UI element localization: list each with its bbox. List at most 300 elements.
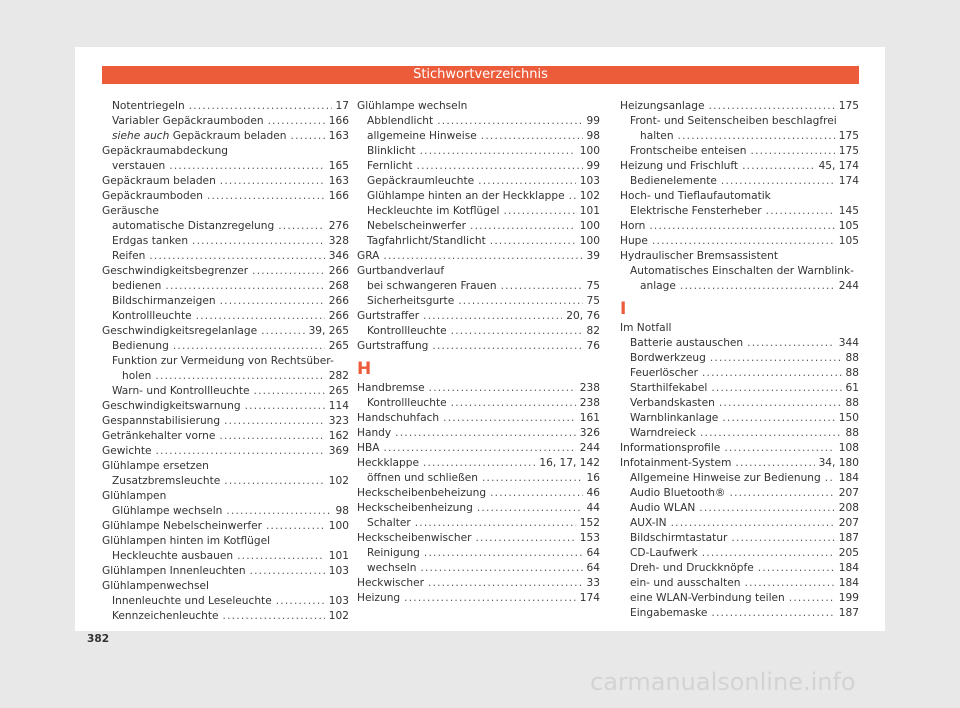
index-term: Tagfahrlicht/Standlicht — [367, 235, 486, 247]
index-page-ref[interactable]: 161 — [579, 412, 600, 424]
index-entry[interactable] — [620, 561, 859, 576]
index-term: Variabler Gepäckraumboden — [112, 115, 264, 127]
index-entry[interactable] — [620, 204, 859, 219]
dot-leader — [710, 351, 842, 366]
index-page-ref[interactable]: 268 — [328, 280, 349, 292]
index-term: holen — [122, 370, 152, 382]
index-entry[interactable] — [620, 486, 859, 501]
index-term: Gewichte — [102, 445, 152, 457]
index-entry[interactable] — [102, 129, 349, 144]
index-entry[interactable] — [102, 504, 349, 519]
index-entry[interactable] — [357, 531, 600, 546]
index-term: Warndreieck — [630, 427, 696, 439]
index-term: Glühlampe hinten an der Heckklappe — [367, 190, 565, 202]
index-entry[interactable] — [357, 219, 600, 234]
index-page-ref[interactable]: 45, 174 — [818, 160, 859, 172]
index-entry[interactable] — [357, 309, 600, 324]
index-term: Horn — [620, 220, 646, 232]
index-page-ref[interactable]: 46 — [586, 487, 600, 499]
index-page-ref[interactable]: 174 — [838, 175, 859, 187]
index-entry[interactable] — [620, 366, 859, 381]
index-page-ref[interactable]: 175 — [838, 100, 859, 112]
index-page-ref[interactable]: 16 — [586, 472, 600, 484]
index-page-ref[interactable]: 199 — [838, 592, 859, 604]
dot-leader — [730, 486, 835, 501]
dot-leader — [478, 174, 576, 189]
index-entry[interactable] — [357, 381, 600, 396]
index-entry[interactable] — [357, 204, 600, 219]
index-entry[interactable] — [357, 441, 600, 456]
index-page-ref[interactable]: 238 — [579, 382, 600, 394]
index-page-ref[interactable]: 88 — [845, 352, 859, 364]
index-term: Glühlampe Nebelscheinwerfer — [102, 520, 262, 532]
index-page-ref[interactable]: 276 — [328, 220, 349, 232]
index-page-ref[interactable]: 17 — [335, 100, 349, 112]
index-page-ref[interactable]: 108 — [838, 442, 859, 454]
dot-leader — [702, 546, 835, 561]
index-term: Geschwindigkeitswarnung — [102, 400, 241, 412]
index-entry[interactable] — [357, 516, 600, 531]
index-page-ref[interactable]: 39 — [586, 250, 600, 262]
index-entry[interactable] — [357, 546, 600, 561]
dot-leader — [432, 339, 582, 354]
index-term: Warn- und Kontrollleuchte — [112, 385, 250, 397]
index-term: Infotainment-System — [620, 457, 732, 469]
index-term: Front- und Seitenscheiben beschlagfrei — [630, 115, 837, 127]
index-page-ref[interactable]: 88 — [845, 367, 859, 379]
index-entry[interactable] — [620, 174, 859, 189]
index-page-ref[interactable]: 207 — [838, 487, 859, 499]
index-entry[interactable] — [357, 114, 600, 129]
index-entry[interactable] — [357, 501, 600, 516]
index-entry[interactable] — [102, 519, 349, 534]
dot-leader — [475, 531, 575, 546]
index-entry[interactable] — [357, 576, 600, 591]
index-term: Kontrollleuchte — [367, 397, 447, 409]
dot-leader — [482, 471, 583, 486]
dot-leader — [250, 564, 325, 579]
dot-leader — [702, 366, 842, 381]
index-term: Heckscheibenbeheizung — [357, 487, 487, 499]
index-page-ref[interactable]: 175 — [838, 145, 859, 157]
index-entry[interactable] — [357, 294, 600, 309]
index-term: Batterie austauschen — [630, 337, 744, 349]
index-entry[interactable] — [620, 441, 859, 456]
index-page-ref[interactable]: 323 — [328, 415, 349, 427]
index-entry[interactable] — [102, 294, 349, 309]
index-page-ref[interactable]: 75 — [586, 280, 600, 292]
index-page-ref[interactable]: 76 — [586, 340, 600, 352]
index-page-ref[interactable]: 99 — [586, 160, 600, 172]
index-entry[interactable] — [357, 249, 600, 264]
index-entry[interactable] — [102, 369, 349, 384]
index-page-ref[interactable]: 98 — [335, 505, 349, 517]
index-term: Feuerlöscher — [630, 367, 698, 379]
index-entry[interactable] — [357, 339, 600, 354]
dot-leader — [742, 159, 815, 174]
index-entry[interactable] — [620, 129, 859, 144]
index-entry[interactable] — [102, 324, 349, 339]
index-entry[interactable] — [102, 279, 349, 294]
index-term: Schalter — [367, 517, 411, 529]
index-entry[interactable] — [357, 279, 600, 294]
index-column-2 — [357, 99, 600, 606]
index-term: Hoch- und Tieflaufautomatik — [620, 190, 771, 202]
index-entry[interactable] — [102, 159, 349, 174]
index-page-ref[interactable]: 61 — [845, 382, 859, 394]
index-entry[interactable] — [620, 159, 859, 174]
index-page-ref[interactable]: 33 — [586, 577, 600, 589]
index-term: Handschuhfach — [357, 412, 440, 424]
index-page-ref[interactable]: 101 — [579, 205, 600, 217]
index-entry[interactable] — [357, 591, 600, 606]
index-entry[interactable] — [620, 396, 859, 411]
index-page-ref[interactable]: 16, 17, 142 — [539, 457, 600, 469]
index-entry[interactable] — [102, 384, 349, 399]
index-entry[interactable] — [102, 339, 349, 354]
index-entry[interactable] — [357, 456, 600, 471]
index-term: Notentriegeln — [112, 100, 185, 112]
index-term: Eingabemaske — [630, 607, 708, 619]
index-page-ref[interactable]: 102 — [579, 190, 600, 202]
index-term: Gepäckraumleuchte — [367, 175, 475, 187]
index-entry[interactable] — [102, 579, 349, 594]
index-entry[interactable] — [357, 174, 600, 189]
dot-leader — [680, 279, 835, 294]
index-page-ref[interactable]: 98 — [586, 130, 600, 142]
index-page-ref[interactable]: 326 — [579, 427, 600, 439]
index-entry[interactable] — [357, 396, 600, 411]
index-term: Gespannstabilisierung — [102, 415, 221, 427]
index-entry[interactable] — [620, 321, 859, 336]
index-term: Abblendlicht — [367, 115, 434, 127]
index-page-ref[interactable]: 244 — [838, 280, 859, 292]
index-entry[interactable] — [620, 99, 859, 114]
index-entry[interactable] — [620, 576, 859, 591]
dot-leader — [711, 606, 834, 621]
index-page-ref[interactable]: 369 — [328, 445, 349, 457]
dot-leader — [224, 474, 324, 489]
index-entry[interactable] — [620, 279, 859, 294]
index-page-ref[interactable]: 208 — [838, 502, 859, 514]
index-page-ref[interactable]: 88 — [845, 427, 859, 439]
index-term: Geschwindigkeitsbegrenzer — [102, 265, 249, 277]
index-term: Zusatzbremsleuchte — [112, 475, 221, 487]
index-page-ref[interactable]: 238 — [579, 397, 600, 409]
index-term: Glühlampenwechsel — [102, 580, 209, 592]
index-term: Kontrollleuchte — [367, 325, 447, 337]
index-term: Sicherheitsgurte — [367, 295, 455, 307]
dot-leader — [747, 336, 835, 351]
dot-leader — [224, 414, 325, 429]
dot-leader — [276, 594, 325, 609]
dot-leader — [700, 426, 842, 441]
dot-leader — [404, 591, 576, 606]
index-entry[interactable] — [102, 114, 349, 129]
index-term: Funktion zur Vermeidung von Rechtsüber- — [112, 355, 334, 367]
index-entry[interactable] — [102, 354, 349, 369]
index-entry[interactable] — [620, 501, 859, 516]
index-term: öffnen und schließen — [367, 472, 478, 484]
index-page-ref[interactable]: 103 — [328, 565, 349, 577]
index-entry[interactable] — [357, 426, 600, 441]
index-entry[interactable] — [102, 219, 349, 234]
index-page-ref[interactable]: 103 — [579, 175, 600, 187]
index-term: Gepäckraumabdeckung — [102, 145, 229, 157]
index-term — [112, 129, 287, 144]
index-term: Heckleuchte ausbauen — [112, 550, 234, 562]
section-letter: H — [357, 359, 372, 379]
index-entry[interactable] — [620, 426, 859, 441]
index-page-ref[interactable]: 64 — [586, 562, 600, 574]
index-page-ref[interactable]: 34, 180 — [818, 457, 859, 469]
index-entry[interactable] — [357, 411, 600, 426]
index-page-ref[interactable]: 166 — [328, 190, 349, 202]
index-page-ref[interactable]: 175 — [838, 130, 859, 142]
dot-leader — [477, 501, 583, 516]
index-term: Glühlampe wechseln — [112, 505, 223, 517]
index-page-ref[interactable]: 205 — [838, 547, 859, 559]
index-page-ref[interactable]: 101 — [328, 550, 349, 562]
index-term: Glühlampen hinten im Kotflügel — [102, 535, 271, 547]
dot-leader — [245, 399, 325, 414]
index-page-ref[interactable]: 166 — [328, 115, 349, 127]
index-term: Allgemeine Hinweise zur Bedienung — [630, 472, 821, 484]
index-page-ref[interactable]: 20, 76 — [566, 310, 600, 322]
index-page-ref[interactable]: 82 — [586, 325, 600, 337]
dot-leader — [237, 549, 325, 564]
index-term: Bedienung — [112, 340, 169, 352]
index-entry[interactable] — [102, 399, 349, 414]
index-entry[interactable] — [357, 264, 600, 279]
index-entry[interactable] — [357, 129, 600, 144]
index-term: Reifen — [112, 250, 146, 262]
dot-leader — [223, 609, 325, 624]
index-entry[interactable] — [620, 546, 859, 561]
index-entry[interactable] — [102, 264, 349, 279]
index-page-ref[interactable]: 346 — [328, 250, 349, 262]
watermark: carmanualsonline.info — [590, 668, 856, 696]
dot-leader — [470, 219, 576, 234]
index-entry[interactable] — [620, 351, 859, 366]
index-term: Elektrische Fensterheber — [630, 205, 762, 217]
index-page-ref[interactable]: 150 — [838, 412, 859, 424]
dot-leader — [501, 279, 583, 294]
index-page-ref[interactable]: 100 — [579, 145, 600, 157]
index-term: Erdgas tanken — [112, 235, 189, 247]
index-entry[interactable] — [102, 189, 349, 204]
index-page-ref[interactable]: 266 — [328, 265, 349, 277]
dot-leader — [219, 429, 324, 444]
dot-leader — [721, 174, 835, 189]
dot-leader — [751, 144, 835, 159]
index-entry[interactable] — [620, 516, 859, 531]
index-entry[interactable] — [102, 549, 349, 564]
index-entry[interactable] — [102, 594, 349, 609]
index-entry[interactable] — [357, 159, 600, 174]
index-entry[interactable] — [102, 534, 349, 549]
index-entry[interactable] — [357, 324, 600, 339]
dot-leader — [155, 369, 324, 384]
index-page-ref[interactable]: 344 — [838, 337, 859, 349]
index-term: Frontscheibe enteisen — [630, 145, 747, 157]
index-entry[interactable] — [357, 99, 600, 114]
index-term: Gepäckraum beladen — [102, 175, 216, 187]
index-page-ref[interactable]: 99 — [586, 115, 600, 127]
index-page-ref[interactable]: 100 — [328, 520, 349, 532]
index-page-ref[interactable]: 207 — [838, 517, 859, 529]
index-page-ref[interactable]: 102 — [328, 475, 349, 487]
index-entry[interactable] — [357, 189, 600, 204]
index-entry[interactable] — [620, 249, 859, 264]
index-term: Heckscheibenwischer — [357, 532, 472, 544]
index-term: Gurtstraffung — [357, 340, 429, 352]
index-entry[interactable] — [620, 456, 859, 471]
index-entry[interactable] — [357, 486, 600, 501]
index-entry[interactable] — [620, 144, 859, 159]
index-page-ref[interactable]: 184 — [838, 562, 859, 574]
index-term: Warnblinkanlage — [630, 412, 719, 424]
index-entry[interactable] — [620, 411, 859, 426]
index-entry[interactable] — [620, 114, 859, 129]
index-entry[interactable] — [620, 264, 859, 279]
dot-leader — [437, 114, 582, 129]
index-entry[interactable] — [102, 249, 349, 264]
index-entry[interactable] — [102, 414, 349, 429]
index-entry[interactable] — [620, 471, 859, 486]
dot-leader — [724, 441, 834, 456]
index-term: bei schwangeren Frauen — [367, 280, 497, 292]
index-column-3 — [620, 99, 859, 621]
index-term: ein- und ausschalten — [630, 577, 741, 589]
dot-leader — [420, 561, 582, 576]
index-term: Innenleuchte und Leseleuchte — [112, 595, 272, 607]
index-page-ref[interactable]: 100 — [579, 220, 600, 232]
index-page-ref[interactable]: 187 — [838, 532, 859, 544]
index-term: Bildschirmanzeigen — [112, 295, 216, 307]
index-page-ref[interactable]: 165 — [328, 160, 349, 172]
index-term: Im Notfall — [620, 322, 672, 334]
index-entry[interactable] — [102, 234, 349, 249]
index-entry[interactable] — [102, 144, 349, 159]
dot-leader — [429, 381, 576, 396]
index-entry[interactable] — [357, 471, 600, 486]
index-entry[interactable] — [102, 309, 349, 324]
index-page-ref[interactable]: 328 — [328, 235, 349, 247]
index-entry[interactable] — [102, 174, 349, 189]
index-page-ref[interactable]: 64 — [586, 547, 600, 559]
dot-leader — [481, 129, 583, 144]
dot-leader — [789, 591, 835, 606]
index-page-ref[interactable]: 266 — [328, 295, 349, 307]
dot-leader — [192, 234, 325, 249]
index-page-ref[interactable]: 163 — [328, 130, 349, 142]
index-page-ref[interactable]: 184 — [838, 472, 859, 484]
index-page-ref[interactable]: 187 — [838, 607, 859, 619]
index-see-also: siehe auch — [112, 130, 170, 142]
dot-leader — [678, 129, 835, 144]
index-entry[interactable] — [102, 564, 349, 579]
index-term: Gurtbandverlauf — [357, 265, 445, 277]
index-page-ref[interactable]: 75 — [586, 295, 600, 307]
dot-leader — [719, 396, 842, 411]
dot-leader — [149, 249, 324, 264]
dot-leader — [745, 576, 835, 591]
index-entry[interactable] — [620, 381, 859, 396]
index-term: anlage — [640, 280, 676, 292]
index-term: Heckleuchte im Kotflügel — [367, 205, 500, 217]
index-page-ref[interactable]: 145 — [838, 205, 859, 217]
index-page-ref[interactable]: 100 — [579, 235, 600, 247]
index-page-ref[interactable]: 105 — [838, 235, 859, 247]
index-page-ref[interactable]: 163 — [328, 175, 349, 187]
dot-leader — [207, 189, 325, 204]
index-page-ref[interactable]: 162 — [328, 430, 349, 442]
index-entry[interactable] — [620, 606, 859, 621]
index-entry[interactable] — [620, 189, 859, 204]
index-entry[interactable] — [102, 99, 349, 114]
index-page-ref[interactable]: 102 — [328, 610, 349, 622]
index-term: Heckklappe — [357, 457, 419, 469]
index-page-ref[interactable]: 265 — [328, 340, 349, 352]
index-term: Bedienelemente — [630, 175, 717, 187]
index-entry[interactable] — [102, 609, 349, 624]
dot-leader — [173, 339, 325, 354]
index-entry[interactable] — [102, 489, 349, 504]
index-entry[interactable] — [620, 336, 859, 351]
index-page-ref[interactable]: 266 — [328, 310, 349, 322]
index-page-ref[interactable]: 103 — [328, 595, 349, 607]
index-entry[interactable] — [620, 591, 859, 606]
index-page-ref[interactable]: 174 — [579, 592, 600, 604]
index-page-ref[interactable]: 114 — [328, 400, 349, 412]
index-page-ref[interactable]: 153 — [579, 532, 600, 544]
dot-leader — [735, 456, 814, 471]
index-page-ref[interactable]: 152 — [579, 517, 600, 529]
index-entry[interactable] — [102, 204, 349, 219]
dot-leader — [731, 531, 834, 546]
index-term: CD-Laufwerk — [630, 547, 698, 559]
dot-leader — [458, 294, 582, 309]
index-page-ref[interactable]: 39, 265 — [308, 325, 349, 337]
index-page-ref[interactable]: 282 — [328, 370, 349, 382]
index-term: Audio WLAN — [630, 502, 696, 514]
index-term: wechseln — [367, 562, 417, 574]
index-page-ref[interactable]: 88 — [845, 397, 859, 409]
index-entry[interactable] — [102, 429, 349, 444]
index-entry[interactable] — [102, 474, 349, 489]
index-term: Verbandskasten — [630, 397, 715, 409]
index-entry[interactable] — [620, 219, 859, 234]
index-entry[interactable] — [102, 459, 349, 474]
dot-leader — [415, 516, 576, 531]
index-entry[interactable] — [620, 234, 859, 249]
index-entry[interactable] — [620, 531, 859, 546]
index-term: Gurtstraffer — [357, 310, 420, 322]
index-page-ref[interactable]: 265 — [328, 385, 349, 397]
dot-leader — [383, 249, 582, 264]
dot-leader — [443, 411, 576, 426]
index-entry[interactable] — [102, 444, 349, 459]
index-term: Glühlampen Innenleuchten — [102, 565, 246, 577]
index-entry[interactable] — [357, 144, 600, 159]
index-entry[interactable] — [357, 234, 600, 249]
index-page-ref[interactable]: 184 — [838, 577, 859, 589]
index-entry[interactable] — [357, 561, 600, 576]
index-page-ref[interactable]: 244 — [579, 442, 600, 454]
index-page-ref[interactable]: 44 — [586, 502, 600, 514]
index-page-ref[interactable]: 105 — [838, 220, 859, 232]
